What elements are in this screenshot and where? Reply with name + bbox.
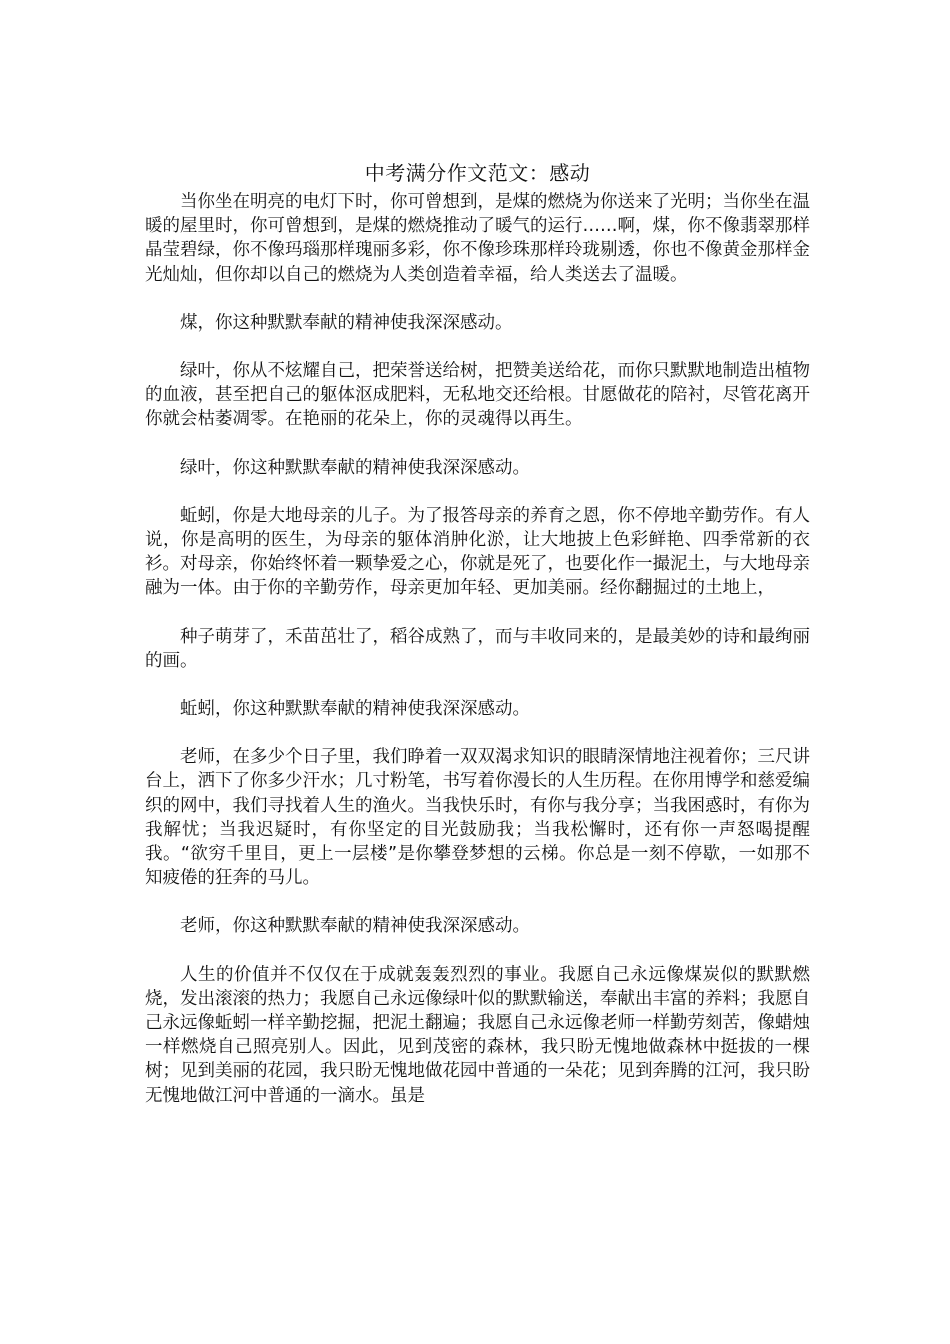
paragraph-earthworm: 蚯蚓，你是大地母亲的儿子。为了报答母亲的养育之恩，你不停地辛勤劳作。有人说，你是高明的医生，为母亲的躯体消肿化淤，让大地披上色彩鲜艳、四季常新的衣衫。对母亲，你始终怀着一颗挚爱之心，你就是死了，也要化作一撮泥土，与大地母亲融为一体。由于你的辛勤劳作，母亲更加年轻、更加美丽。经你翻掘过的土地上， (145, 505, 810, 599)
paragraph-teacher: 老师，在多少个日子里，我们睁着一双双渴求知识的眼睛深情地注视着你；三尺讲台上，洒下了你多少汗水；几寸粉笔，书写着你漫长的人生历程。在你用博学和慈爱编织的网中，我们寻找着人生的渔火。当我快乐时，有你与我分享；当我困惑时，有你为我解忧；当我迟疑时，有你坚定的目光鼓励我；当我松懈时，还有你一声怒喝提醒我。“欲穷千里目，更上一层楼”是你攀登梦想的云梯。你总是一刻不停歇，一如那不知疲倦的狂奔的马儿。 (145, 747, 810, 889)
document-title: 中考满分作文范文：感动 (364, 161, 591, 185)
paragraph-leaf-refrain: 绿叶，你这种默默奉献的精神使我深深感动。 (180, 457, 530, 478)
paragraph-coal-refrain: 煤，你这种默默奉献的精神使我深深感动。 (180, 312, 513, 333)
paragraph-earthworm-continued: 种子萌芽了，禾苗茁壮了，稻谷成熟了，而与丰收同来的，是最美妙的诗和最绚丽的画。 (145, 626, 810, 671)
paragraph-earthworm-refrain: 蚯蚓，你这种默默奉献的精神使我深深感动。 (180, 699, 530, 720)
paragraph-coal: 当你坐在明亮的电灯下时，你可曾想到，是煤的燃烧为你送来了光明；当你坐在温暖的屋里时，你可曾想到，是煤的燃烧推动了暖气的运行……啊，煤，你不像翡翠那样晶莹碧绿，你不像玛瑙那样瑰丽多彩，你不像珍珠那样玲珑剔透，你也不像黄金那样金光灿灿，但你却以自己的燃烧为人类创造着幸福，给人类送去了温暖。 (145, 192, 810, 285)
document-page (145, 158, 810, 1132)
paragraph-teacher-refrain: 老师，你这种默默奉献的精神使我深深感动。 (180, 916, 530, 937)
paragraph-leaf: 绿叶，你从不炫耀自己，把荣誉送给树，把赞美送给花，而你只默默地制造出植物的血液，甚至把自己的躯体沤成肥料，无私地交还给根。甘愿做花的陪衬，尽管花离开你就会枯萎凋零。在艳丽的花朵上，你的灵魂得以再生。 (145, 361, 810, 430)
paragraph-life-value: 人生的价值并不仅仅在于成就轰轰烈烈的事业。我愿自己永远像煤炭似的默默燃烧，发出滚滚的热力；我愿自己永远像绿叶似的默默输送，奉献出丰富的养料；我愿自己永远像蚯蚓一样辛勤挖掘，把泥土翻遍；我愿自己永远像老师一样勤劳刻苦，像蜡烛一样燃烧自己照亮别人。因此，见到茂密的森林，我只盼无愧地做森林中挺拔的一棵树；见到美丽的花园，我只盼无愧地做花园中普通的一朵花；见到奔腾的江河，我只盼无愧地做江河中普通的一滴水。虽是 (145, 964, 810, 1106)
